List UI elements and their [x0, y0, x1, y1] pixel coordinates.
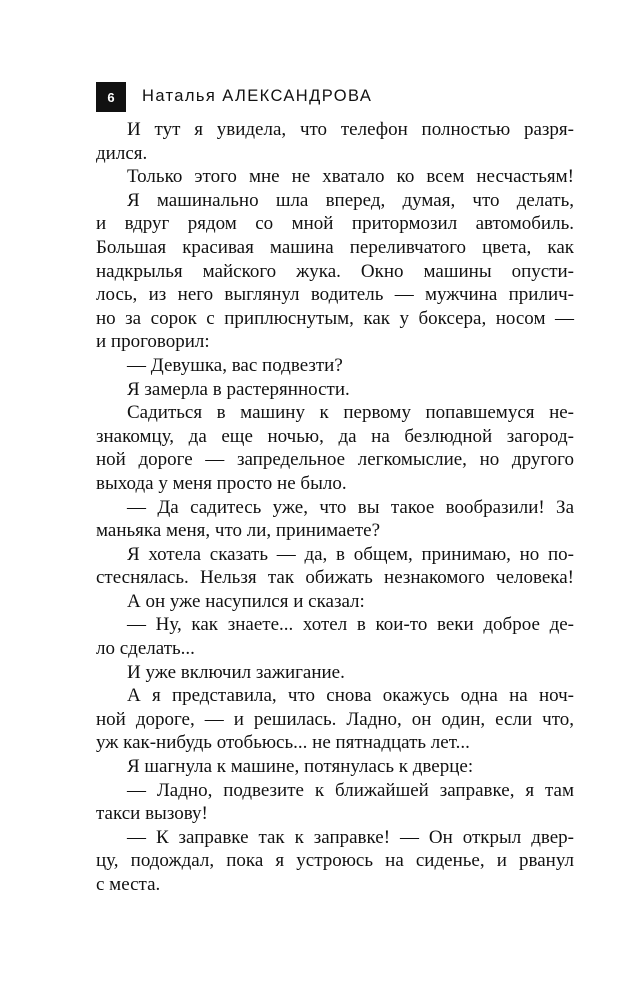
text-line: но за сорок с приплюснутым, как у боксера, носом —	[96, 307, 574, 329]
text-line: Я шагнула к машине, потянулась к дверце:	[127, 756, 474, 778]
text-line: стеснялась. Нельзя так обижать незнакомого человека!	[96, 567, 574, 589]
text-line: лось, из него выглянул водитель — мужчина прилич-	[96, 284, 574, 306]
text-line: уж как-нибудь отобьюсь... не пятнадцать лет...	[96, 732, 470, 754]
text-line: и вдруг рядом со мной притормозил автомобиль.	[96, 213, 574, 235]
text-line: Только этого мне не хватало ко всем несчастьям!	[127, 166, 574, 188]
text-line: с места.	[96, 874, 161, 895]
text-line: ной дороге, — и решилась. Ладно, он один, если что,	[96, 708, 574, 730]
text-line: дился.	[96, 142, 148, 164]
text-line: ло сделать...	[96, 638, 195, 660]
text-line: знакомцу, да еще ночью, да на безлюдной загород-	[96, 425, 574, 447]
text-line: И уже включил зажигание.	[127, 661, 345, 683]
text-line: цу, подождал, пока я устроюсь на сиденье, и рванул	[96, 850, 574, 872]
page-number: 6	[96, 82, 126, 112]
text-line: — Ладно, подвезите к ближайшей заправке, я там	[127, 779, 574, 801]
text-line: — Ну, как знаете... хотел в кои-то веки доброе де-	[127, 614, 574, 636]
text-line: Садиться в машину к первому попавшемуся не-	[127, 402, 574, 424]
text-line: — К заправке так к заправке! — Он открыл двер-	[127, 826, 574, 848]
text-line: Я хотела сказать — да, в общем, принимаю, но по-	[127, 543, 574, 565]
text-body	[96, 118, 574, 897]
text-line: маньяка меня, что ли, принимаете?	[96, 520, 380, 542]
text-line: И тут я увидела, что телефон полностью разря-	[127, 119, 574, 140]
text-line: и проговорил:	[96, 331, 210, 353]
text-line: Я машинально шла вперед, думая, что делать,	[127, 189, 574, 211]
text-line: выхода у меня просто не было.	[96, 472, 347, 494]
text-line: — Да садитесь уже, что вы такое вообразили! За	[127, 496, 574, 518]
text-line: Большая красивая машина переливчатого цвета, как	[96, 236, 574, 258]
text-line: надкрылья майского жука. Окно машины опусти-	[96, 260, 574, 282]
text-line: Я замерла в растерянности.	[127, 378, 350, 400]
text-line: А я представила, что снова окажусь одна на ноч-	[127, 685, 574, 707]
text-line: А он уже насупился и сказал:	[127, 590, 365, 612]
running-header-author: Наталья АЛЕКСАНДРОВА	[142, 87, 373, 105]
text-line: — Девушка, вас подвезти?	[127, 354, 343, 376]
text-line: такси вызову!	[96, 803, 208, 825]
text-line: ной дороге — запредельное легкомыслие, но другого	[96, 449, 574, 471]
